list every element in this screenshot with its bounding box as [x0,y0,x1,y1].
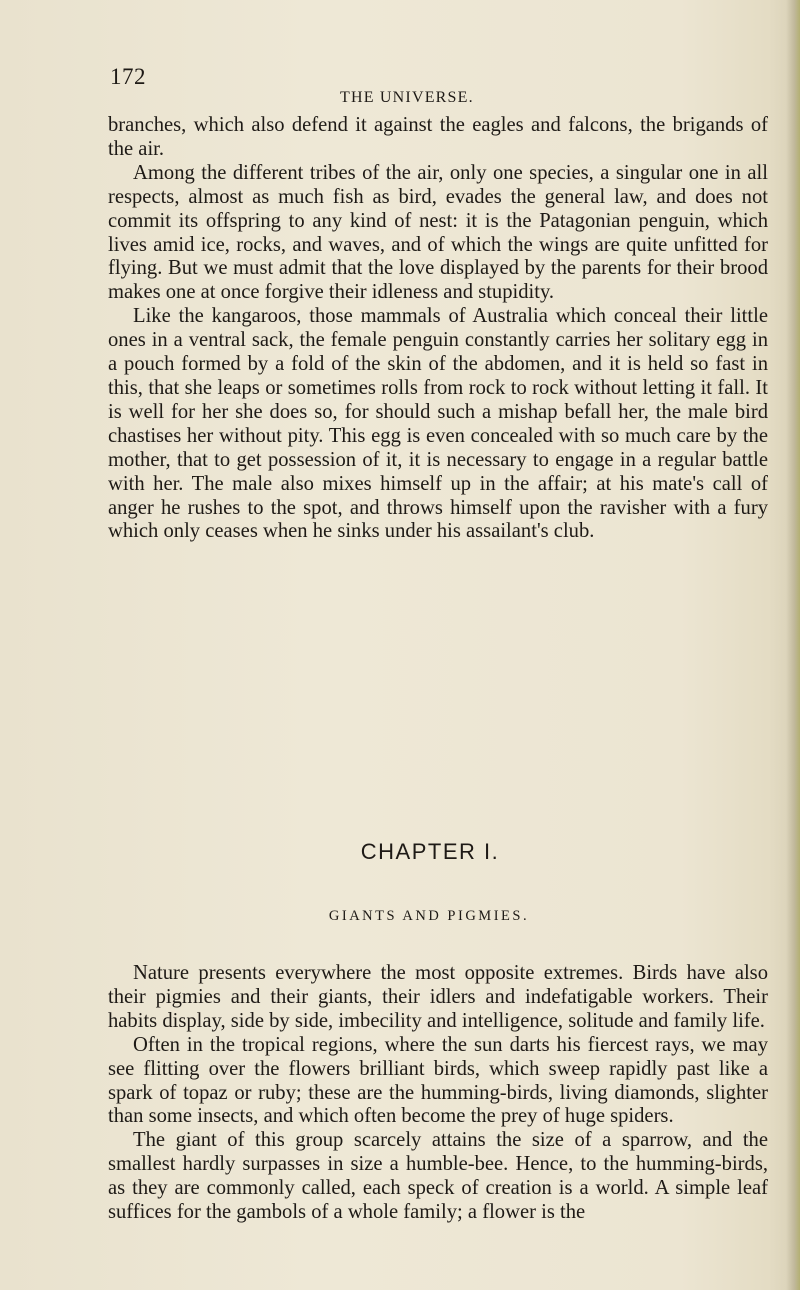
chapter-subtitle: GIANTS AND PIGMIES. [328,908,530,924]
running-head: THE UNIVERSE. [340,89,474,106]
paragraph: Among the different tribes of the air, only one species, a singular one in all respects, almost as much fish as bird, evades the general law, and does not commit its offspring to any kind of nest: it is the Patagonian penguin, which lives amid ice, rocks, and waves, and of which the wings are quite unfitted for flying. But we must admit that the love displayed by the parents for their brood makes one at once forgive their idleness and stupidity. [108,161,768,304]
page-edge-shadow [786,0,800,1290]
paragraph: branches, which also defend it against the eagles and falcons, the brigands of the air. [108,114,768,160]
paragraph: Nature presents everywhere the most opposite extremes. Birds have also their pigmies and their giants, their idlers and indefatigable workers. Their habits display, side by side, imbecility and intelligence, solitude and family life. [108,962,768,1032]
paragraph: Like the kangaroos, those mammals of Australia which conceal their little ones in a ventral sack, the female penguin constantly carries her solitary egg in a pouch formed by a fold of the skin of the abdomen, and it is held so fast in this, that she leaps or sometimes rolls from rock to rock without letting it fall. It is well for her she does so, for should such a mishap befall her, the male bird chastises her without pity. This egg is even concealed with so much care by the mother, that to get possession of it, it is necessary to engage in a regular battle with her. The male also mixes himself up in the affair; at his mate's call of anger he rushes to the spot, and throws himself upon the ravisher with a fury which only ceases when he sinks under his assailant's club. [108,305,768,543]
page-number: 172 [110,64,146,89]
chapter-title: CHAPTER I. [360,839,500,864]
paragraph: The giant of this group scarcely attains the size of a sparrow, and the smallest hardly surpasses in size a humble-bee. Hence, to the humming-birds, as they are commonly called, each speck of creation is a world. A simple leaf suffices for the gambols of a whole family; a flower is the [108,1129,768,1224]
paragraph: Often in the tropical regions, where the sun darts his fiercest rays, we may see flitting over the flowers brilliant birds, which sweep rapidly past like a spark of topaz or ruby; these are the humming-birds, living diamonds, slighter than some insects, and which often become the prey of huge spiders. [108,1033,768,1128]
top-text-block [108,114,768,544]
bottom-text-block [108,962,768,1225]
